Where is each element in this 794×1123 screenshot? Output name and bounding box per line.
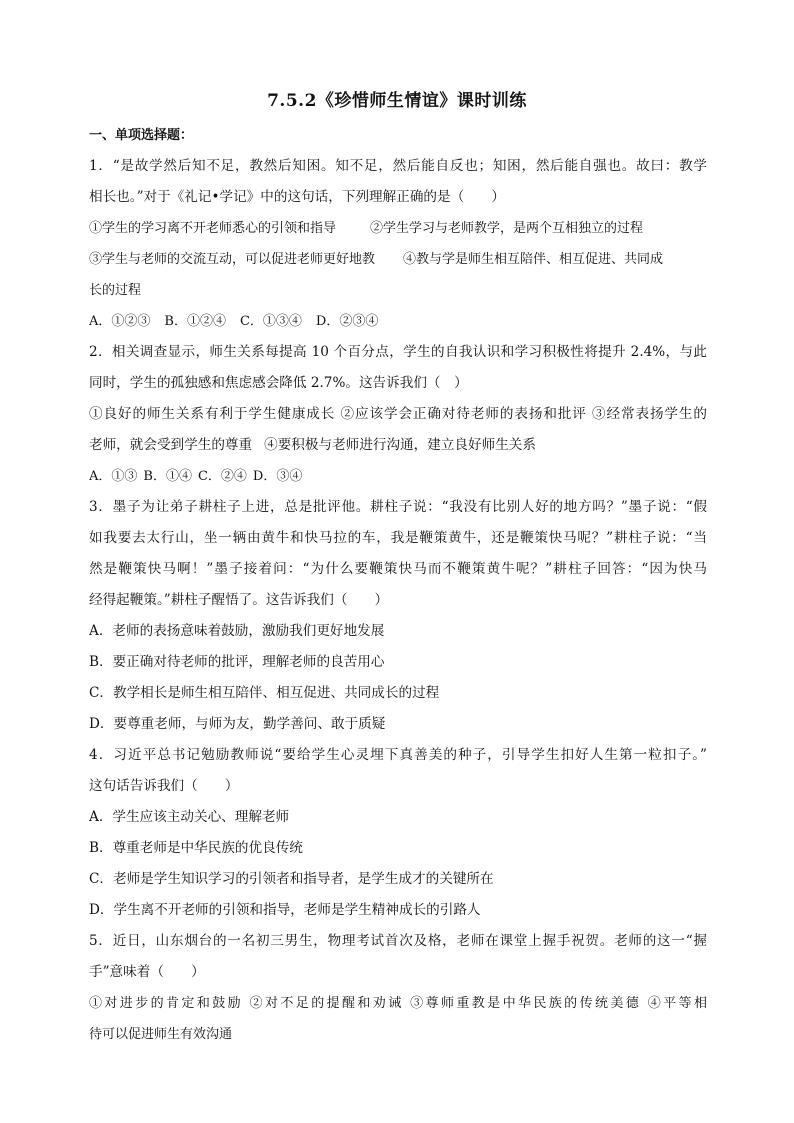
question-3 — [89, 492, 707, 740]
option-a[interactable]: A．①③ — [89, 469, 138, 484]
statement-2: ②学生学习与老师教学，是两个互相独立的过程 — [370, 221, 644, 236]
option-b[interactable]: B．要正确对待老师的批评，理解老师的良苦用心 — [89, 654, 385, 670]
question-4-stem-line-1: 4．习近平总书记勉励教师说“要给学生心灵埋下真善美的种子，引导学生扣好人生第一粒扣子。” — [89, 747, 707, 763]
option-c[interactable]: C．①③④ — [239, 314, 302, 329]
option-b[interactable]: B．尊重老师是中华民族的优良传统 — [89, 840, 303, 856]
question-3-stem-line-1: 3．墨子为让弟子耕柱子上进，总是批评他。耕柱子说：“我没有比别人好的地方吗？”墨子说：“假 — [89, 499, 707, 515]
question-1-statements-row-3: 长的过程 — [89, 283, 142, 298]
statement-3: ③尊师重教是中华民族的传统美德 — [410, 996, 642, 1011]
option-a[interactable]: A．老师的表扬意味着鼓励，激励我们更好地发展 — [89, 623, 385, 639]
statement-3: ③学生与老师的交流互动，可以促进老师更好地教 — [89, 252, 376, 267]
question-4-stem-line-2: 这句话告诉我们（ ） — [89, 778, 239, 794]
option-c[interactable]: C．老师是学生知识学习的引领者和指导者，是学生成才的关键所在 — [89, 871, 494, 887]
question-1-statements-row-1 — [89, 213, 707, 244]
question-1-options — [89, 306, 707, 337]
question-5 — [89, 926, 707, 1050]
option-a[interactable]: A．学生应该主动关心、理解老师 — [89, 809, 290, 825]
question-2-statements-row-2 — [89, 430, 707, 461]
statement-2: ②应该学会正确对待老师的表扬和批评 — [340, 406, 587, 422]
statement-1: ①良好的师生关系有利于学生健康成长 — [89, 406, 336, 422]
question-2-options — [89, 461, 707, 492]
question-3-stem-line-2: 如我要去太行山，坐一辆由黄牛和快马拉的车，我是鞭策黄牛，还是鞭策快马呢？”耕柱子说：“当 — [89, 530, 707, 546]
question-5-stem-line-2: 手”意味着（ ） — [89, 964, 205, 980]
option-d[interactable]: D．③④ — [252, 469, 303, 484]
statement-1: ①学生的学习离不开老师悉心的引领和指导 — [89, 221, 337, 236]
option-c[interactable]: C．教学相长是师生相互陪伴、相互促进、共同成长的过程 — [89, 685, 440, 701]
question-1 — [89, 151, 707, 337]
question-2-statements-row-1 — [89, 399, 707, 430]
page-title: 7.5.2《珍惜师生情谊》课时训练 — [267, 91, 527, 111]
question-5-statements-row-2: 待可以促进师生有效沟通 — [89, 1027, 233, 1042]
question-1-stem-line-1: 1．“是故学然后知不足，教然后知困。知不足，然后能自反也；知困，然后能自强也。故曰：教学 — [89, 158, 707, 174]
statement-1: ①对进步的肯定和鼓励 — [89, 996, 244, 1011]
question-1-stem-line-2: 相长也。”对于《礼记•学记》中的这句话，下列理解正确的是（ ） — [89, 189, 505, 205]
statement-4: ④教与学是师生相互陪伴、相互促进、共同成 — [403, 252, 664, 267]
statement-2: ②对不足的提醒和劝诫 — [249, 996, 404, 1011]
option-d[interactable]: D．②③④ — [315, 314, 379, 329]
option-b[interactable]: B．①②④ — [164, 314, 226, 329]
question-5-stem-line-1: 5．近日，山东烟台的一名初三男生，物理考试首次及格，老师在课堂上握手祝贺。老师的这一“握 — [89, 933, 707, 949]
option-c[interactable]: C．②④ — [197, 469, 247, 484]
question-2-stem-line-2: 同时，学生的孤独感和焦虑感会降低 2.7%。这告诉我们（ ） — [89, 375, 468, 391]
section-heading: 一、单项选择题： — [89, 128, 194, 143]
statement-4: ④要积极与老师进行沟通，建立良好师生关系 — [264, 437, 536, 453]
statement-3: ③经常表扬学生的 — [592, 406, 707, 422]
question-1-statements-row-2 — [89, 244, 707, 275]
question-4 — [89, 740, 707, 926]
option-d[interactable]: D．要尊重老师，与师为友，勤学善问、敢于质疑 — [89, 716, 386, 732]
question-3-stem-line-3: 然是鞭策快马啊！”墨子接着问：“为什么要鞭策快马而不鞭策黄牛呢？”耕柱子回答：“因为快马 — [89, 561, 707, 577]
statement-3-cont: 老师，就会受到学生的尊重 — [89, 437, 253, 453]
question-5-statements-row-1 — [89, 988, 707, 1019]
statement-4: ④平等相 — [647, 996, 707, 1011]
question-3-stem-line-4: 经得起鞭策。”耕柱子醒悟了。这告诉我们（ ） — [89, 592, 389, 608]
option-a[interactable]: A．①②③ — [89, 314, 151, 329]
document-body — [89, 120, 707, 1050]
question-2 — [89, 337, 707, 492]
question-2-stem-line-1: 2．相关调查显示，师生关系每提高 10 个百分点，学生的自我认识和学习积极性将提升 2.4%，与此 — [89, 344, 707, 360]
option-b[interactable]: B．①④ — [143, 469, 192, 484]
option-d[interactable]: D．学生离不开老师的引领和指导，老师是学生精神成长的引路人 — [89, 902, 481, 918]
